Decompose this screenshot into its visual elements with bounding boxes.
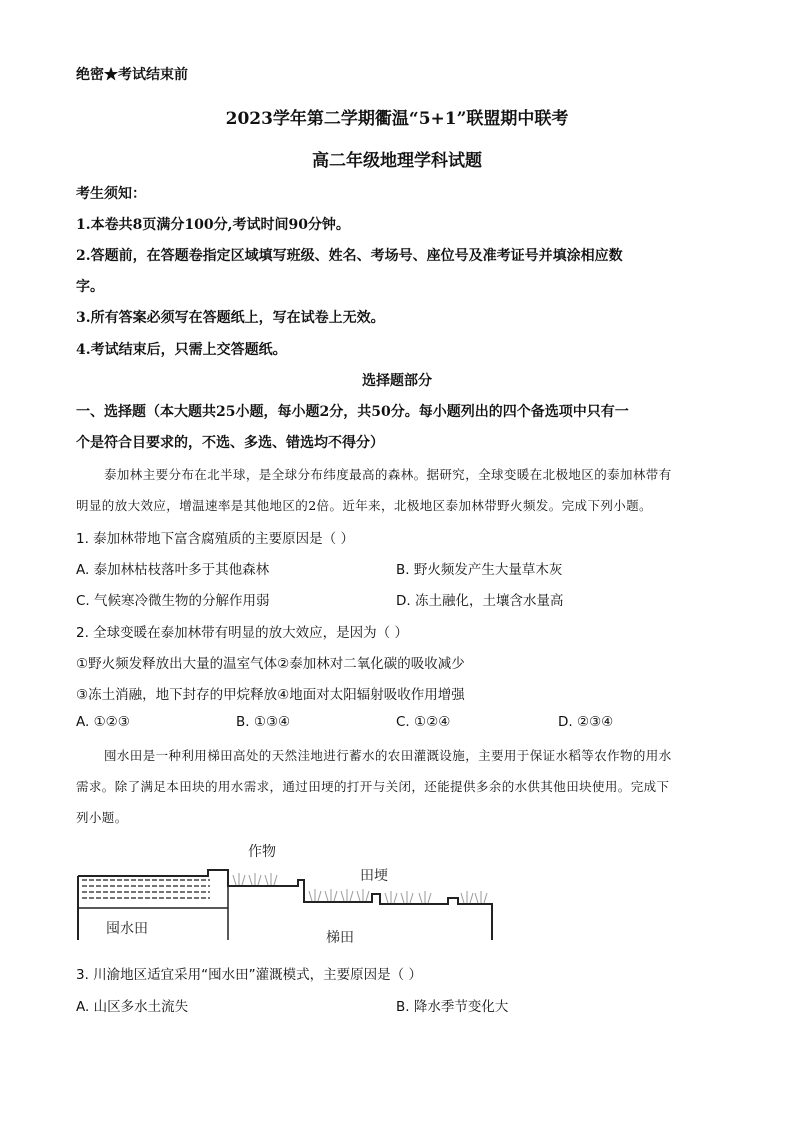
q3-option-b: B. 降水季节变化大 <box>396 999 509 1015</box>
notice-item-2: 2.答题前，在答题卷指定区域填写班级、姓名、考场号、座位号及准考证号并填涂相应数 <box>76 248 623 264</box>
q2-statement-1: ①野火频发释放出大量的温室气体②泰加林对二氧化碳的吸收减少 <box>76 656 465 672</box>
passage2-line3: 列小题。 <box>76 810 128 825</box>
section-heading: 一、选择题（本大题共25小题，每小题2分，共50分。每小题列出的四个备选项中只有一 <box>76 404 629 420</box>
q2-option-c: C. ①②④ <box>396 714 451 730</box>
section-heading-cont: 个是符合目要求的，不选、多选、错选均不得分） <box>76 435 384 451</box>
terrace-field-diagram <box>76 836 500 948</box>
q2-option-d: D. ②③④ <box>558 714 614 730</box>
label-ridge: 田埂 <box>360 868 388 884</box>
q1-option-d: D. 冻土融化，土壤含水量高 <box>396 593 564 609</box>
q1-option-c: C. 气候寒冷微生物的分解作用弱 <box>76 593 270 609</box>
label-terrace: 梯田 <box>326 930 354 946</box>
passage1-line1: 泰加林主要分布在北半球，是全球分布纬度最高的森林。据研究，全球变暖在北极地区的泰加林带有 <box>104 467 672 482</box>
q2-stem: 2. 全球变暖在泰加林带有明显的放大效应，是因为（ ） <box>76 625 408 641</box>
q3-stem: 3. 川渝地区适宜采用“囤水田”灌溉模式，主要原因是（ ） <box>76 967 422 983</box>
label-crop: 作物 <box>248 844 276 860</box>
notice-item-3: 3.所有答案必须写在答题纸上，写在试卷上无效。 <box>76 310 385 326</box>
reservoir-water <box>82 880 210 898</box>
q2-statement-2: ③冻土消融，地下封存的甲烷释放④地面对太阳辐射吸收作用增强 <box>76 687 465 703</box>
notice-heading: 考生须知： <box>76 186 146 202</box>
q1-stem: 1. 泰加林带地下富含腐殖质的主要原因是（ ） <box>76 531 354 547</box>
exam-subtitle: 高二年级地理学科试题 <box>312 151 482 171</box>
label-reservoir-field: 囤水田 <box>106 921 148 937</box>
q2-option-a: A. ①②③ <box>76 714 130 730</box>
q2-option-b: B. ①③④ <box>236 714 291 730</box>
confidential-mark: 绝密★考试结束前 <box>76 67 188 83</box>
passage2-line2: 需求。除了满足本田块的用水需求，通过田埂的打开与关闭，还能提供多余的水供其他田块使用。完成下 <box>76 779 670 794</box>
passage1-line2: 明显的放大效应，增温速率是其他地区的2倍。近年来，北极地区泰加林带野火频发。完成下列小题。 <box>76 498 652 513</box>
part-title: 选择题部分 <box>362 373 432 389</box>
passage2-line1: 囤水田是一种利用梯田高处的天然洼地进行蓄水的农田灌溉设施，主要用于保证水稻等农作物的用水 <box>104 748 672 763</box>
notice-item-2-cont: 字。 <box>76 279 104 295</box>
exam-title: 2023学年第二学期衢温“5+1”联盟期中联考 <box>225 109 569 129</box>
q1-option-b: B. 野火频发产生大量草木灰 <box>396 562 563 578</box>
notice-item-4: 4.考试结束后，只需上交答题纸。 <box>76 342 287 358</box>
notice-item-1: 1.本卷共8页满分100分,考试时间90分钟。 <box>76 217 350 233</box>
q1-option-a: A. 泰加林枯枝落叶多于其他森林 <box>76 562 270 578</box>
q3-option-a: A. 山区多水土流失 <box>76 999 189 1015</box>
